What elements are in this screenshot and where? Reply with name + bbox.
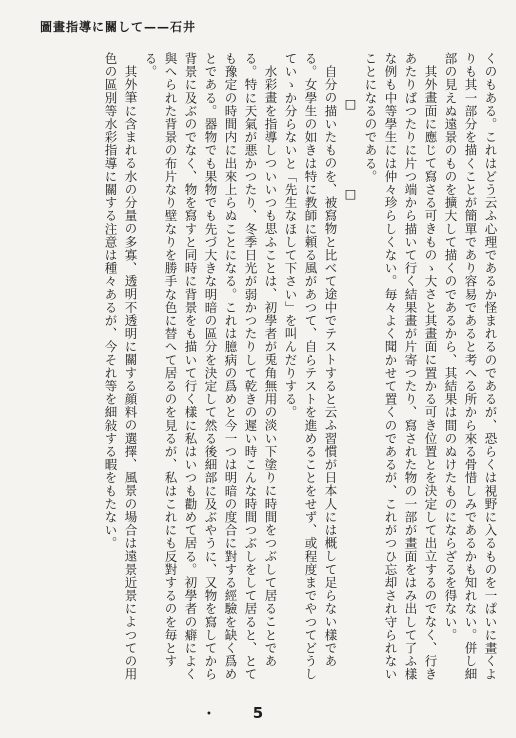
body-text [18, 52, 500, 688]
paragraph: 其外筆に含まれる水の分量の多寡、透明不透明に關する顔料の選擇、風景の場合は遠景近景によつての用色の區別等水彩指導に關する注意は種々あるが、今それ等を細敍する暇をもたない。 [103, 52, 138, 681]
paragraph: 其外畫面に應じて寫さる可きものゝ大さと其畫面に置かる可き位置とを決定して出立するのでなく、行きあたりばつたりに片つ端から描いて行く結果畫が片寄つたり、寫された物の一部が畫面をはみ出して了ふ樣な例も中等學生には仲々珍らしくない。毎々よく聞かせて置くのであるが、これがつひ忘却され守られないことになるのである。 [363, 52, 438, 681]
running-header: 圖畫指導に關して——石井 [40, 20, 197, 34]
paragraph: 水彩畫を指導しついいつも思ふことは、初學者が兎角無用の淡い下塗りに時間をつぶして居ることである。特に天氣が悪かつたり、冬季日光が弱かつたりして乾きの遲い時こんな時間つぶしをして居ると、とても豫定の時間内に出來上らぬことになる。これは臆病の爲めと今一つは明暗の度合に對する經驗を缺く爲めとである。器物でも果物でも先づ大きな明暗の區分を決定して然る後細部に及ぶやうに、又物を寫してから背景に及ぶのでなく、物を寫すと同時に背景をも描いて行く樣に私はいつも勸めて居る。初學者の癖によく與へられた背景の布片なり壁なりを勝手な色に替へて居るのを見るが、私はこれにも反對するのを毎とする。 [143, 52, 278, 681]
section-break [340, 52, 360, 688]
section-ornament: □ □ [343, 95, 358, 232]
paragraph: くのもある。これはどう云ふ心理であるか怪まれるのであるが、恐らくは視野に入るものを一ぱいに畫くよりも其一部分を描くことが簡單であり容易であると考へる所から來る骨惜しみであるかも知れない。併し細部の見えぬ遠景のものを擴大して描くのであるから、其結果は間のぬけたものにならざるを得ない。 [443, 52, 498, 681]
bullet-mark: • [206, 709, 212, 720]
paragraph: 自分の描いたものを、被寫物と比べて途中でテストすると云ふ習慣が日本人には概して足らない樣である。女學生の如きは特に教師に頼る風があつて、自らテストを進めることをせず、或程度までやつてどうしていゝか分らないと「先生なほして下さい」を叫んだりする。 [283, 52, 338, 681]
page-number: 5 [252, 704, 264, 722]
